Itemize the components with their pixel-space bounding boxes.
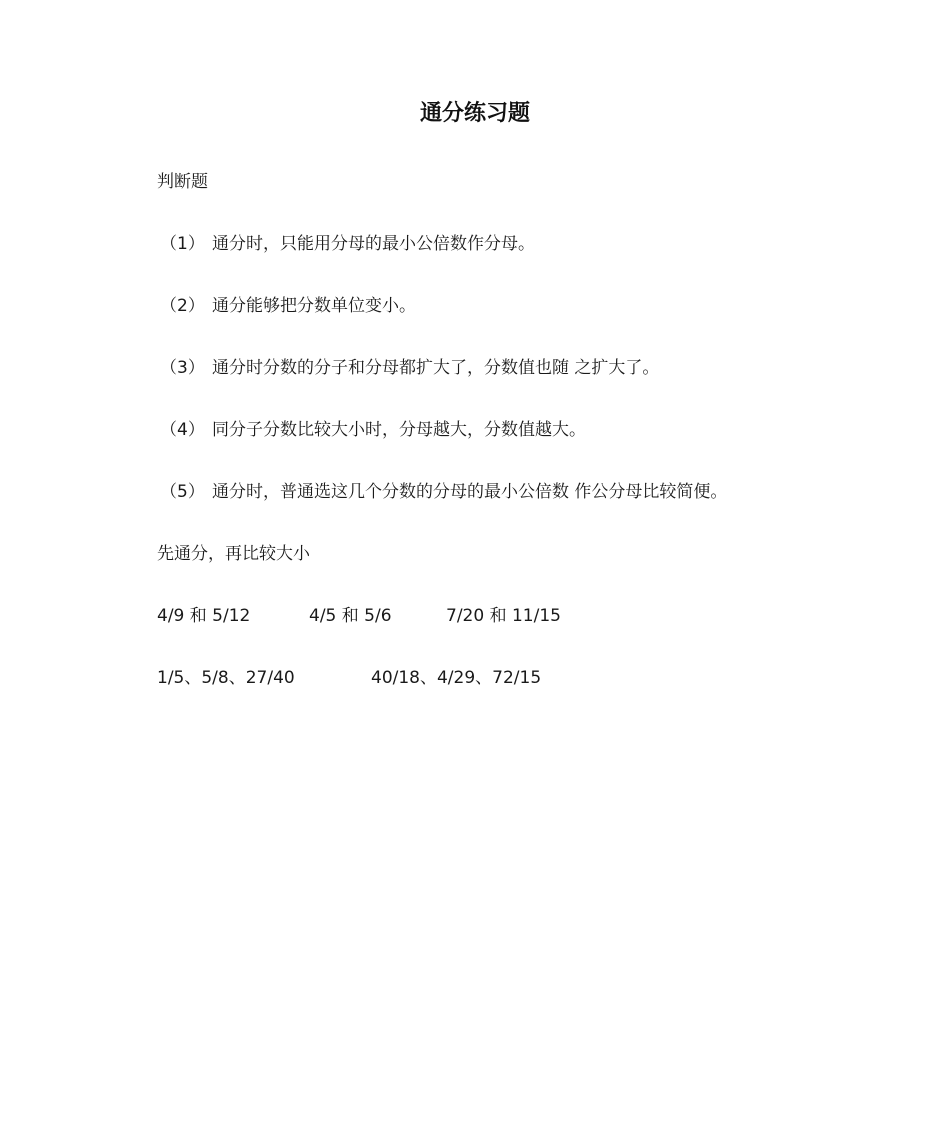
question-number: （4）: [160, 420, 205, 440]
fraction-pair: 4/9 和 5/12: [157, 606, 251, 626]
question-text: 通分时分数的分子和分母都扩大了，分数值也随 之扩大了。: [212, 358, 660, 378]
question-text: 通分能够把分数单位变小。: [212, 296, 416, 316]
section-heading-judge: 判断题: [157, 172, 208, 192]
question-number: （3）: [160, 358, 205, 378]
page-title: 通分练习题: [419, 101, 530, 126]
question-number: （2）: [160, 296, 205, 316]
question-number: （1）: [160, 234, 205, 254]
fraction-pair: 4/5 和 5/6: [309, 606, 392, 626]
question-text: 同分子分数比较大小时，分母越大，分数值越大。: [212, 420, 586, 440]
question-1: [160, 232, 535, 256]
section-heading-compare: 先通分，再比较大小: [157, 544, 310, 564]
fraction-pair: 7/20 和 11/15: [446, 606, 561, 626]
fraction-group: 1/5、5/8、27/40: [157, 668, 295, 688]
question-3: [160, 356, 659, 380]
question-2: [160, 294, 416, 318]
question-5: [160, 480, 727, 504]
fraction-group: 40/18、4/29、72/15: [371, 668, 542, 688]
question-4: [160, 418, 586, 442]
compare-row-1: [157, 604, 561, 628]
question-number: （5）: [160, 482, 205, 502]
question-text: 通分时，只能用分母的最小公倍数作分母。: [212, 234, 535, 254]
question-text: 通分时，普通选这几个分数的分母的最小公倍数 作公分母比较简便。: [212, 482, 728, 502]
compare-row-2: [157, 666, 541, 690]
